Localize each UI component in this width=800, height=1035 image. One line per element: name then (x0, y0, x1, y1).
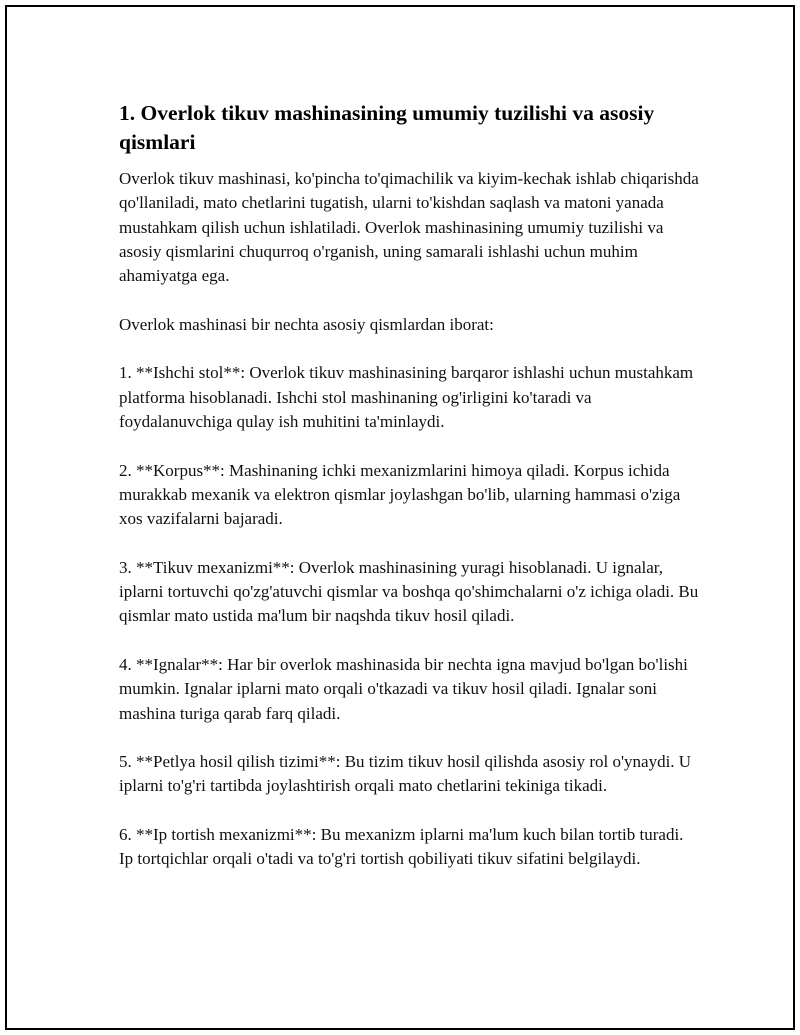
list-item-ignalar: 4. **Ignalar**: Har bir overlok mashinasida bir nechta igna mavjud bo'lgan bo'lishi mumkin. Ignalar iplarni mato orqali o'tkazadi va tikuv hosil qiladi. Ignalar soni mashina turiga qarab farq qiladi. (119, 654, 693, 723)
page-frame (5, 5, 795, 1030)
document-title: 1. Overlok tikuv mashinasining umumiy tuzilishi va asosiy qismlari (119, 101, 655, 154)
list-item-ip-tortish: 6. **Ip tortish mexanizmi**: Bu mexanizm iplarni ma'lum kuch bilan tortib turadi. Ip tortqichlar orqali o'tadi va to'g'ri tortish qobiliyati tikuv sifatini belgilaydi. (119, 825, 688, 869)
document-body (119, 99, 703, 896)
list-item-tikuv-mexanizmi: 3. **Tikuv mexanizmi**: Overlok mashinasining yuragi hisoblanadi. U ignalar, iplarni tortuvchi qo'zg'atuvchi qismlar va boshqa qo'shimchalarni o'z ichiga oladi. Bu qismlar mato ustida ma'lum bir naqshda tikuv hosil qiladi. (119, 557, 703, 626)
intro-paragraph: Overlok tikuv mashinasi, ko'pincha to'qimachilik va kiyim-kechak ishlab chiqarishda qo'llaniladi, mato chetlarini tugatish, ularni to'kishdan saqlash va matoni yanada mustahkam qilish uchun ishlatiladi. Overlok mashinasining umumiy tuzilishi va asosiy qismlarini chuqurroq o'rganish, uning samarali ishlashi uchun muhim ahamiyatga ega. (119, 169, 703, 286)
list-item-korpus: 2. **Korpus**: Mashinaning ichki mexanizmlarini himoya qiladi. Korpus ichida murakkab mexanik va elektron qismlar joylashgan bo'lib, ularning hammasi o'ziga xos vazifalarni bajaradi. (119, 460, 685, 529)
list-item-ishchi-stol: 1. **Ishchi stol**: Overlok tikuv mashinasining barqaror ishlashi uchun mustahkam platforma hisoblanadi. Ishchi stol mashinaning og'irligini ko'taradi va foydalanuvchiga qulay ish muhitini ta'minlaydi. (119, 363, 698, 431)
list-item-petlya-tizimi: 5. **Petlya hosil qilish tizimi**: Bu tizim tikuv hosil qilishda asosiy rol o'ynaydi. U iplarni to'g'ri tartibda joylashtirish orqali mato chetlarini tekiniga tikadi. (119, 752, 696, 796)
parts-lead-paragraph: Overlok mashinasi bir nechta asosiy qismlardan iborat: (119, 314, 494, 334)
